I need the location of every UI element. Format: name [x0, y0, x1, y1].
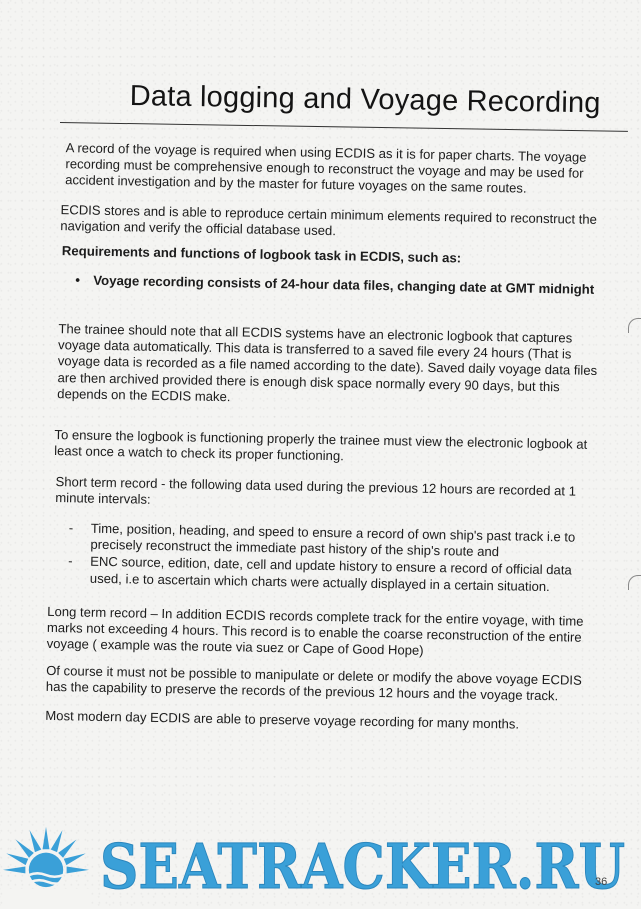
intro-paragraph-1: A record of the voyage is required when using ECDIS as it is for paper charts. The voyage recording must be comprehensive enough to reconstruct the voyage and may be used for accident investigation and by the master for future voyages on the same routes.	[65, 140, 587, 197]
dash-icon: -	[68, 520, 74, 536]
list-item-text: Time, position, heading, and speed to ensure a record of own ship's past track i.e to precisely reconstruct the immediate past history of the ship's route and	[90, 520, 576, 560]
bullet-text: Voyage recording consists of 24-hour data files, changing date at GMT midnight	[93, 272, 595, 297]
short-term-list	[66, 520, 607, 597]
bullet-item	[75, 272, 615, 298]
intro-paragraph-2: ECDIS stores and is able to reproduce certain minimum elements required to reconstruct the navigation and verify the official database used.	[60, 202, 598, 239]
title-underline	[60, 122, 628, 132]
check-paragraph: To ensure the logbook is functioning properly the trainee must view the electronic logbook at least once a watch to check its proper functioning.	[54, 427, 588, 464]
watermark-wordmark	[100, 828, 630, 898]
long-term-paragraph: Long term record – In addition ECDIS records complete track for the entire voyage, with time marks not exceeding 4 hours. This record is to enable the coarse reconstruction of the entire voyage ( example was the route via suez or Cape of Good Hope)	[46, 603, 584, 659]
binding-mark	[628, 318, 641, 333]
requirements-heading: Requirements and functions of logbook task in ECDIS, such as:	[61, 243, 462, 266]
watermark-text: SEATRACKER.RU	[100, 830, 625, 898]
manipulate-paragraph: Of course it must not be possible to manipulate or delete or modify the above voyage ECDIS has the capability to preserve the records of the previous 12 hours and the voyage track.	[45, 662, 582, 704]
sun-logo-icon	[3, 820, 89, 906]
page-number: 36	[595, 876, 608, 888]
short-term-intro: Short term record - the following data used during the previous 12 hours are recorded at 1 minute intervals:	[55, 474, 577, 507]
page-title: Data logging and Voyage Recording	[129, 80, 601, 120]
list-item-text: ENC source, edition, date, cell and update history to ensure a record of official data used, i.e to ascertain which charts were actually displayed in a certain situation.	[89, 554, 572, 594]
bullet-dot-icon: •	[75, 272, 81, 288]
binding-mark	[628, 575, 641, 590]
document-body	[45, 134, 618, 732]
modern-paragraph: Most modern day ECDIS are able to preserve voyage recording for many months.	[45, 707, 520, 732]
logbook-paragraph: The trainee should note that all ECDIS systems have an electronic logbook that captures voyage data automatically. This data is transferred to a saved file every 24 hours (That is voyage data is recorded as a file named according to the date). Saved daily voyage data files are then archived provided there is enough disk space normally every 90 days, but this depends on the ECDIS make.	[57, 321, 598, 405]
dash-icon: -	[68, 553, 73, 569]
